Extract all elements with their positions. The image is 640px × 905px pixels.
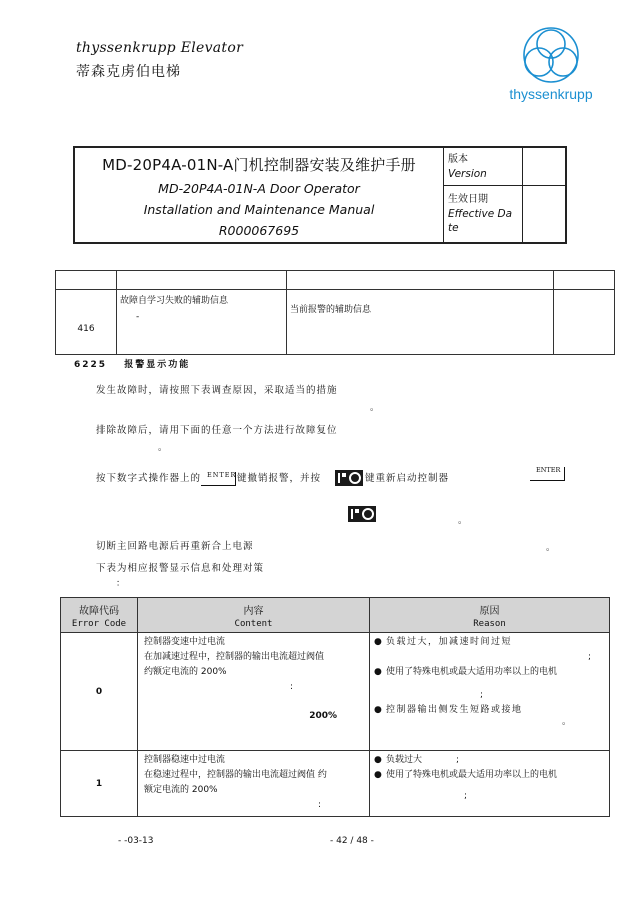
bullet-icon: ● xyxy=(374,667,382,677)
punct-mark: ; xyxy=(464,791,468,801)
paragraph-5: 下表为相应报警显示信息和处理对策 xyxy=(96,563,265,574)
error-code: 1 xyxy=(61,751,138,817)
page-number: - 42 / 48 - xyxy=(330,836,374,846)
reason-text: 使用了特殊电机或最大适用功率以上的电机 xyxy=(386,770,558,780)
param-cell xyxy=(554,290,615,355)
title-block xyxy=(73,146,567,244)
content-line: 在加减速过程中，控制器的输出电流超过阀值 xyxy=(144,652,325,662)
enter-key-icon xyxy=(201,471,237,486)
param-name xyxy=(117,290,287,355)
param-cell xyxy=(287,271,554,290)
period-mark: 。 xyxy=(561,717,571,727)
content-colon: : xyxy=(318,800,322,810)
content-line: 控制器稳速中过电流 xyxy=(144,755,226,765)
reason-item xyxy=(374,635,605,650)
reason-text: 负载过大，加减速时间过短 xyxy=(386,637,513,647)
paragraph-3 xyxy=(96,470,449,486)
header-reason-cn: 原因 xyxy=(479,605,500,617)
error-reason xyxy=(370,751,610,817)
punct-mark: ; xyxy=(480,690,484,700)
enter-key-label: ENTER xyxy=(207,471,237,479)
header-code-en: Error Code xyxy=(71,618,127,629)
param-cell xyxy=(117,271,287,290)
section-title: 报警显示功能 xyxy=(124,360,191,370)
error-code-table xyxy=(60,597,610,817)
version-label-en: Version xyxy=(448,167,487,180)
bullet-icon: ● xyxy=(374,770,382,780)
section-heading xyxy=(74,357,190,370)
section-number: 6225 xyxy=(74,360,108,370)
header-content-en: Content xyxy=(234,618,273,629)
content-value: 200% xyxy=(309,711,337,721)
company-name-en: thyssenkrupp Elevator xyxy=(76,40,244,56)
footer-date: - -03-13 xyxy=(118,836,154,846)
title-en-line1: MD-20P4A-01N-A Door Operator xyxy=(158,181,360,196)
content-line: 约额定电流的 200% xyxy=(144,667,227,677)
param-name-text: 故障自学习失败的辅助信息 xyxy=(120,296,229,306)
period-mark: 。 xyxy=(546,543,556,553)
table-row xyxy=(61,633,610,751)
table-row xyxy=(56,271,615,290)
version-label xyxy=(444,147,523,186)
run-stop-key-icon xyxy=(348,506,376,522)
logo-wordmark: thyssenkrupp xyxy=(509,86,593,102)
enter-key-icon xyxy=(530,466,566,481)
reason-item xyxy=(374,703,605,718)
thyssenkrupp-logo xyxy=(496,26,596,106)
param-desc: 当前报警的辅助信息 xyxy=(287,290,554,355)
run-stop-key-icon xyxy=(335,470,363,486)
reason-item xyxy=(374,665,605,680)
param-dash: - xyxy=(136,312,140,322)
reason-text: 负载过大 xyxy=(386,755,423,765)
header-reason xyxy=(370,598,610,633)
paragraph-1: 发生故障时，请按照下表调查原因，采取适当的措施 xyxy=(96,385,338,396)
bullet-icon: ● xyxy=(374,705,382,715)
error-content xyxy=(138,751,370,817)
company-name-cn: 蒂森克虏伯电梯 xyxy=(76,64,181,80)
logo-rings-icon xyxy=(520,26,582,84)
reason-item xyxy=(374,768,605,783)
paragraph-2: 排除故障后，请用下面的任意一个方法进行故障复位 xyxy=(96,425,338,436)
paragraph-4: 切断主回路电源后再重新合上电源 xyxy=(96,541,254,552)
error-content xyxy=(138,633,370,751)
paragraph-3-c: 键重新启动控制器 xyxy=(365,473,450,484)
version-value xyxy=(523,147,567,186)
effective-date-label xyxy=(444,186,523,243)
punct-mark: ; xyxy=(456,755,460,765)
param-cell xyxy=(554,271,615,290)
reason-item xyxy=(374,753,605,768)
paragraph-3-b: 键撤销报警，并按 xyxy=(237,473,322,484)
table-header-row xyxy=(61,598,610,633)
table-row xyxy=(61,751,610,817)
header-error-code xyxy=(61,598,138,633)
version-label-cn: 版本 xyxy=(448,153,468,165)
content-colon: : xyxy=(290,682,294,692)
title-en-line2: Installation and Maintenance Manual xyxy=(143,202,375,217)
paragraph-3-a: 按下数字式操作器上的 xyxy=(96,473,202,484)
param-cell xyxy=(56,271,117,290)
reason-text: 控制器输出侧发生短路或接地 xyxy=(386,705,523,715)
header-code-cn: 故障代码 xyxy=(79,605,119,617)
parameter-table xyxy=(55,270,615,355)
error-code: 0 xyxy=(61,633,138,751)
effective-date-value xyxy=(523,186,567,243)
content-line: 控制器变速中过电流 xyxy=(144,637,226,647)
enter-key-icon-2 xyxy=(530,466,566,485)
header-content-cn: 内容 xyxy=(243,605,264,617)
bullet-icon: ● xyxy=(374,755,382,765)
content-line: 额定电流的 200% xyxy=(144,785,218,795)
title-cn: MD-20P4A-01N-A门机控制器安装及维护手册 xyxy=(102,156,416,174)
title-cell xyxy=(74,147,444,243)
period-mark: 。 xyxy=(458,516,468,526)
effective-label-en-1: Effective Da xyxy=(448,208,513,221)
header-content xyxy=(138,598,370,633)
punct-mark: ; xyxy=(587,652,591,662)
header-reason-en: Reason xyxy=(473,618,506,629)
enter-key-label: ENTER xyxy=(536,466,561,474)
colon-mark: ： xyxy=(116,579,126,589)
table-row xyxy=(56,290,615,355)
run-stop-key-icon-2 xyxy=(348,503,376,522)
error-reason xyxy=(370,633,610,751)
effective-label-en-2: te xyxy=(448,222,459,235)
param-code: 416 xyxy=(56,290,117,355)
period-mark: 。 xyxy=(158,443,168,453)
doc-number: R000067695 xyxy=(218,223,300,238)
effective-label-cn: 生效日期 xyxy=(448,194,488,206)
bullet-icon: ● xyxy=(374,637,382,647)
content-line: 在稳速过程中，控制器的输出电流超过阀值 约 xyxy=(144,770,327,780)
period-mark: 。 xyxy=(370,403,380,413)
reason-text: 使用了特殊电机或最大适用功率以上的电机 xyxy=(386,667,558,677)
